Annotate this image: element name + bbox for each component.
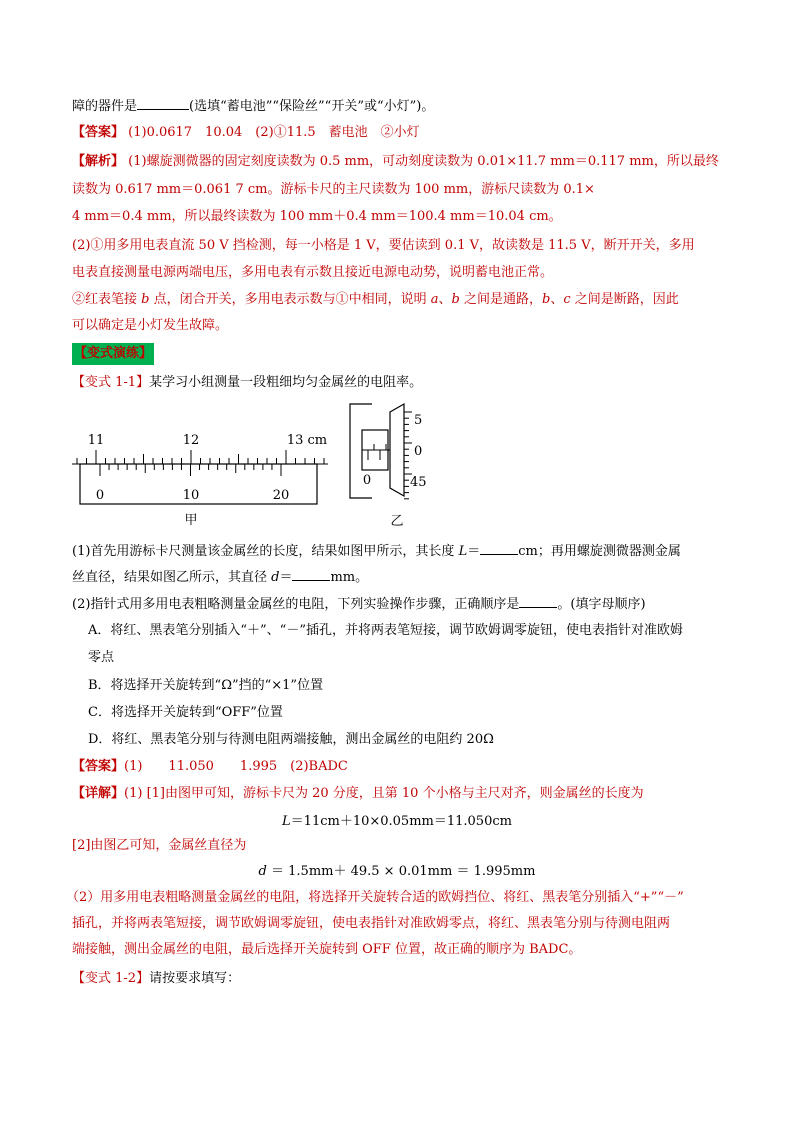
answer-1: 【答案】 (1)0.0617 10.04 (2)①11.5 蓄电池 ②小灯 <box>72 125 420 140</box>
question-tail: 障的器件是 (选填“蓄电池”“保险丝”“开关”或“小灯”)。 <box>72 96 434 117</box>
detail-line-1: 【详解】(1) [1]由图甲可知，游标卡尺为 20 分度，且第 10 个小格与主尺对齐，则金属丝的长度为 <box>72 786 644 801</box>
micrometer-thimble-edge <box>390 404 404 496</box>
analysis-line-1: 【解析】 (1)螺旋测微器的固定刻度读数为 0.5 mm，可动刻度读数为 0.01×11.7 mm＝0.117 mm，所以最终 <box>72 154 719 169</box>
caliper-vernier-label-0: 0 <box>95 488 105 503</box>
option-c: C．将选择开关旋转到“OFF”位置 <box>88 705 283 720</box>
variant-label-2: 【变式 1-2】 <box>72 971 150 986</box>
figure-caption-jia: 甲 <box>184 513 198 528</box>
option-a-line-2: 零点 <box>88 650 115 665</box>
answer-label: 【答案】 <box>72 125 125 140</box>
thimble-label-0: 0 <box>414 444 423 459</box>
detail-equation-1: L＝11cm＋10×0.05mm＝11.050cm <box>282 814 512 829</box>
question-1-line-1: (1)首先用游标卡尺测量该金属丝的长度，结果如图甲所示，其长度 L＝ cm；再用螺旋测微器测金属 <box>72 541 681 562</box>
caliper-vernier-label-20: 20 <box>272 488 290 503</box>
analysis-line-2: 读数为 0.617 mm＝0.061 7 cm。游标卡尺的主尺读数为 100 mm，游标尺读数为 0.1× <box>72 182 595 197</box>
option-d: D．将红、黑表笔分别与待测电阻两端接触，测出金属丝的电阻约 20Ω <box>88 732 494 747</box>
section-heading: 【变式演练】 <box>72 343 154 365</box>
caliper-vernier-label-10: 10 <box>182 488 200 503</box>
micrometer-sleeve-label: 0 <box>362 473 372 488</box>
detail-equation-2: d ＝ 1.5mm＋ 49.5 × 0.01mm ＝ 1.995mm <box>258 864 536 879</box>
question-2-stem: (2)指针式用多用电表粗略测量金属丝的电阻，下列实验操作步骤，正确顺序是 。(填字母顺序) <box>72 594 646 615</box>
question-1-line-2: 丝直径，结果如图乙所示，其直径 d＝ mm。 <box>72 567 368 588</box>
variant-1-1-title: 【变式 1-1】某学习小组测量一段粗细均匀金属丝的电阻率。 <box>72 375 423 390</box>
detail-line-5: 端接触，测出金属丝的电阻，最后选择开关旋转到 OFF 位置，故正确的顺序为 BADC。 <box>72 942 582 957</box>
order-blank <box>519 594 557 608</box>
variant-label: 【变式 1-1】 <box>72 375 150 390</box>
answer-blank <box>137 96 189 110</box>
micrometer-figure <box>346 400 446 530</box>
caliper-main-scale <box>72 450 328 464</box>
detail-line-3: （2）用多用电表粗略测量金属丝的电阻，将选择开关旋转合适的欧姆挡位、将红、黑表笔分别插入“+”“－” <box>66 890 684 905</box>
vernier-caliper-figure <box>70 428 330 528</box>
detail-line-4: 插孔，并将两表笔短接，调节欧姆调零旋钮，使电表指针对准欧姆零点，将红、黑表笔分别与待测电阻两 <box>72 916 671 931</box>
analysis-line-7: 可以确定是小灯发生故障。 <box>72 318 229 333</box>
caliper-main-label-12: 12 <box>182 433 200 448</box>
detail-label: 【详解】 <box>72 786 125 801</box>
detail-line-2: [2]由图乙可知，金属丝直径为 <box>72 838 247 853</box>
caliper-main-label-11: 11 <box>87 433 105 448</box>
length-blank <box>480 541 518 555</box>
option-b: B．将选择开关旋转到“Ω”挡的“×1”位置 <box>88 678 324 693</box>
analysis-line-4: (2)①用多用电表直流 50 V 挡检测，每一小格是 1 V，要估读到 0.1 V，故读数是 11.5 V，断开开关，多用 <box>72 238 695 253</box>
figure-caption-yi: 乙 <box>390 514 404 529</box>
caliper-main-label-13: 13 cm <box>286 433 328 448</box>
analysis-line-5: 电表直接测量电源两端电压，多用电表有示数且接近电源电动势，说明蓄电池正常。 <box>72 265 554 280</box>
thimble-label-45: 45 <box>410 475 427 490</box>
analysis-line-6: ②红表笔接 b 点，闭合开关，多用电表示数与①中相同，说明 a、b 之间是通路，b、c 之间是断路，因此 <box>72 292 679 307</box>
option-a-line-1: A．将红、黑表笔分别插入“＋”、“－”插孔，并将两表笔短接，调节欧姆调零旋钮，使电表指针对准欧姆 <box>88 623 683 638</box>
answer-2: 【答案】(1) 11.050 1.995 (2)BADC <box>72 759 348 774</box>
caliper-vernier-scale <box>100 464 281 476</box>
analysis-line-3: 4 mm＝0.4 mm，所以最终读数为 100 mm＋0.4 mm＝100.4 mm＝10.04 cm。 <box>72 209 562 224</box>
answer-label-2: 【答案】 <box>72 759 125 774</box>
thimble-label-5: 5 <box>414 413 423 428</box>
variant-1-2-title: 【变式 1-2】请按要求填写： <box>72 971 241 986</box>
analysis-label: 【解析】 <box>72 154 125 169</box>
diameter-blank <box>292 567 330 581</box>
